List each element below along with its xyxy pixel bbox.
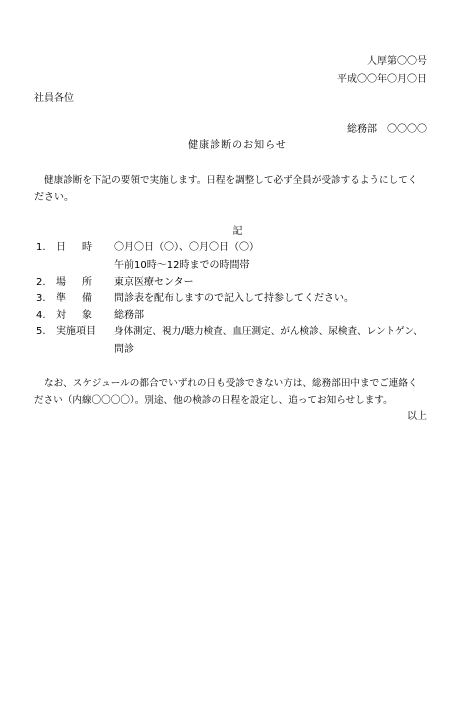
closing-mark: 以上 (407, 411, 427, 422)
item-value: 身体測定、視力/聴力検査、血圧測定、がん検診、尿検査、レントゲン、 (114, 326, 423, 337)
document-number: 人厚第〇〇号 (367, 56, 427, 67)
item-value: 問診表を配布しますので記入して持参してください。 (114, 293, 354, 304)
sender: 総務部 〇〇〇〇 (347, 124, 427, 135)
note-line-2: ださい（内線〇〇〇〇）。別途、他の検診の日程を設定し、追ってお知らせします。 (34, 395, 393, 406)
item-number: 4. (36, 310, 46, 321)
item-label: 実施項目 (56, 326, 96, 337)
item-value: 東京医療センター (114, 277, 194, 288)
ki-heading: 記 (232, 226, 243, 237)
item-label-part: 所 (82, 277, 92, 288)
recipient: 社員各位 (34, 93, 74, 104)
item-number: 2. (36, 277, 46, 288)
item-label-part: 準 (56, 293, 66, 304)
item-label (56, 243, 92, 253)
intro-line-1: 健康診断を下記の要領で実施します。日程を調整して必ず全員が受診するようにしてく (44, 175, 418, 186)
item-label (56, 294, 92, 304)
item-label-part: 場 (56, 277, 66, 288)
item-number: 1. (36, 242, 46, 253)
item-label-part: 日 (56, 242, 66, 253)
item-value-continued: 午前10時〜12時までの時間帯 (114, 260, 250, 271)
intro-line-2: ださい。 (34, 192, 74, 203)
item-label-part: 備 (82, 293, 92, 304)
item-label (56, 311, 92, 321)
note-line-1: なお、スケジュールの都合でいずれの日も受診できない方は、総務部田中までご連絡く (44, 378, 418, 389)
document-date: 平成〇〇年〇月〇日 (337, 74, 427, 85)
item-value-continued: 問診 (114, 344, 134, 355)
item-label-part: 象 (82, 310, 92, 321)
item-value: 〇月〇日（〇）、〇月〇日（〇） (114, 242, 259, 253)
document-title: 健康診断のお知らせ (188, 140, 287, 151)
item-number: 5. (36, 326, 46, 337)
item-number: 3. (36, 293, 46, 304)
item-label (56, 278, 92, 288)
item-value: 総務部 (114, 310, 144, 321)
item-label-part: 時 (82, 242, 92, 253)
item-label-part: 対 (56, 310, 66, 321)
